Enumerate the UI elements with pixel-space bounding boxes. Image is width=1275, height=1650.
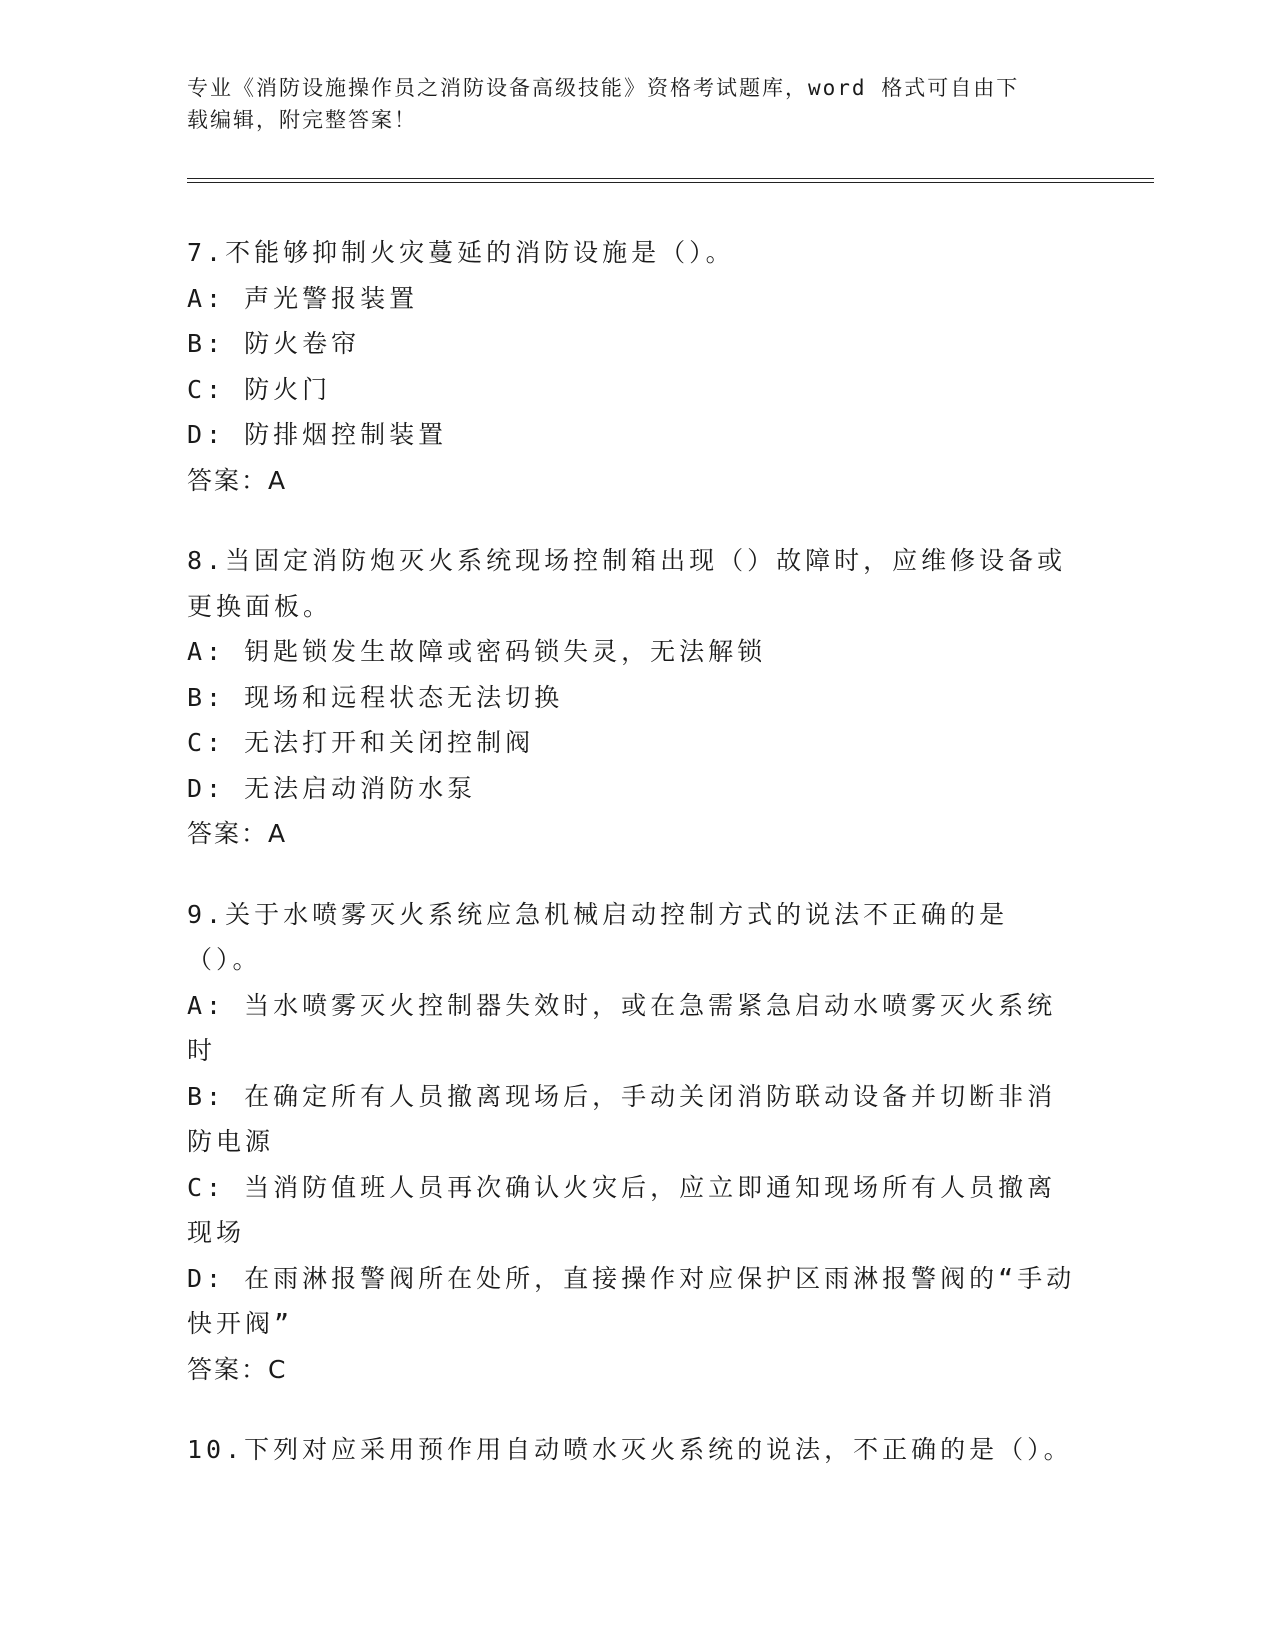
header-line-1: 专业《消防设施操作员之消防设备高级技能》资格考试题库，word 格式可自由下: [187, 76, 1020, 100]
question-stem: 7.不能够抑制火灾蔓延的消防设施是（）。: [187, 238, 735, 267]
question-7: [187, 230, 1077, 503]
option-b: B: 在确定所有人员撤离现场后，手动关闭消防联动设备并切断非消防电源: [187, 1081, 1057, 1156]
header-line-2: 载编辑，附完整答案！: [187, 108, 417, 132]
option-a: A: 当水喷雾灭火控制器失效时，或在急需紧急启动水喷雾灭火系统时: [187, 990, 1057, 1065]
option-d: D: 在雨淋报警阀所在处所，直接操作对应保护区雨淋报警阀的“手动快开阀”: [187, 1263, 1076, 1338]
question-stem: 9.关于水喷雾灭火系统应急机械启动控制方式的说法不正确的是（）。: [187, 899, 1009, 974]
question-8: [187, 538, 1077, 857]
answer-label: 答案：C: [187, 1354, 288, 1384]
header-divider-bottom: [187, 182, 1154, 183]
document-header: [187, 72, 1067, 136]
question-10: [187, 1427, 1077, 1473]
answer-label: 答案：A: [187, 465, 288, 495]
option-a: A: 钥匙锁发生故障或密码锁失灵，无法解锁: [187, 637, 767, 666]
question-list: [187, 230, 1077, 1508]
option-c: C: 防火门: [187, 374, 332, 404]
option-b: B: 防火卷帘: [187, 329, 361, 358]
question-9: [187, 892, 1077, 1393]
option-c: C: 当消防值班人员再次确认火灾后，应立即通知现场所有人员撤离现场: [187, 1172, 1057, 1247]
option-c: C: 无法打开和关闭控制阀: [187, 728, 535, 757]
header-divider-top: [187, 178, 1154, 179]
option-d: D: 无法启动消防水泵: [187, 773, 477, 803]
option-d: D: 防排烟控制装置: [187, 420, 448, 449]
answer-label: 答案：A: [187, 819, 288, 848]
option-b: B: 现场和远程状态无法切换: [187, 682, 564, 712]
option-a: A: 声光警报装置: [187, 283, 419, 313]
question-stem: 10.下列对应采用预作用自动喷水灭火系统的说法，不正确的是（）。: [187, 1435, 1073, 1464]
question-stem: 8.当固定消防炮灭火系统现场控制箱出现（）故障时，应维修设备或更换面板。: [187, 546, 1067, 621]
